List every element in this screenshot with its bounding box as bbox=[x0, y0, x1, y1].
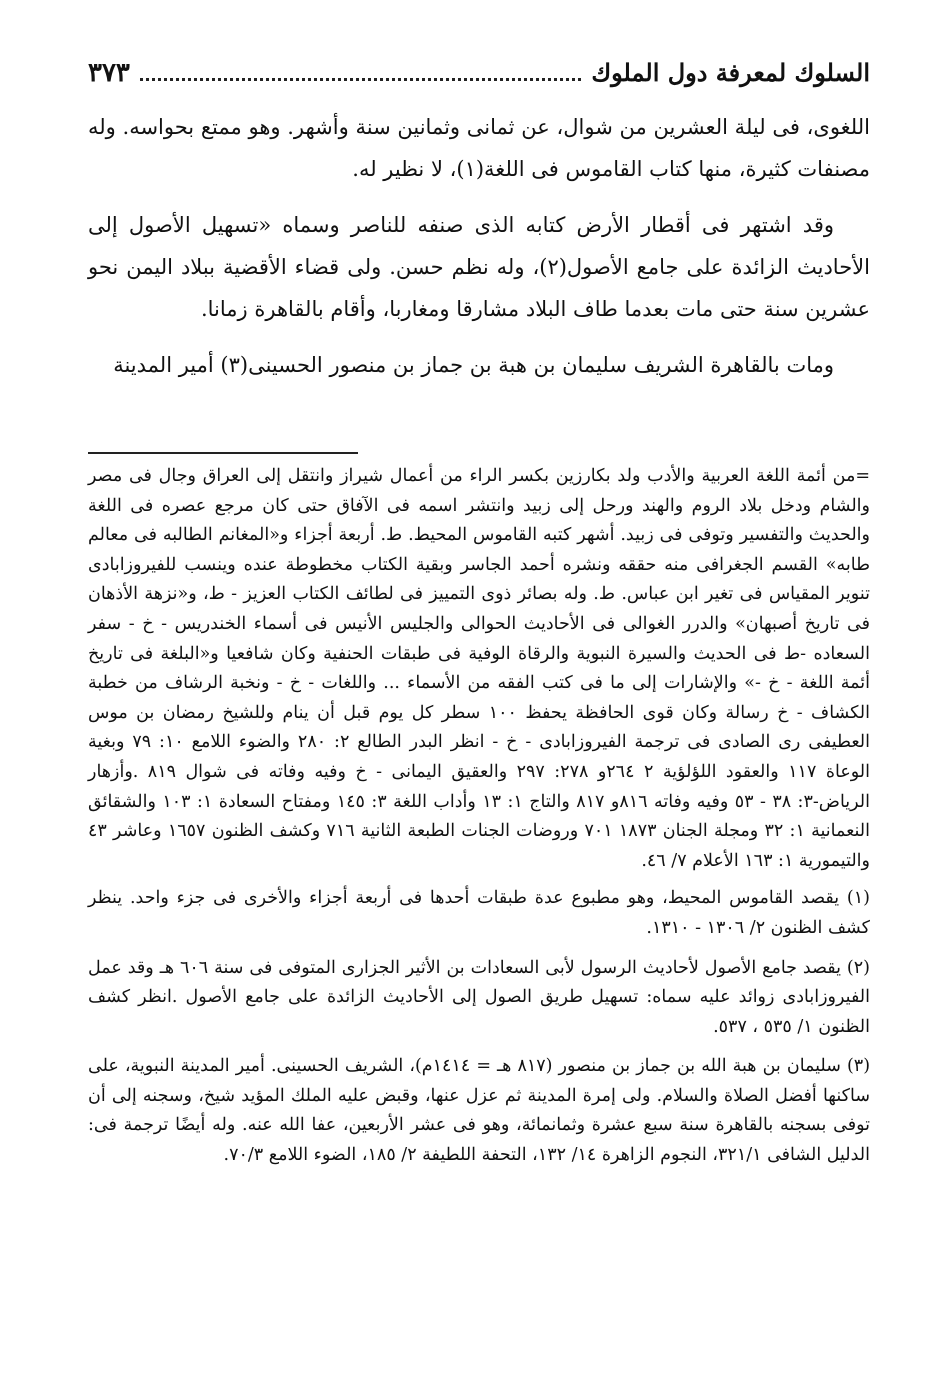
body-paragraph-3: ومات بالقاهرة الشريف سليمان بن هبة بن جماز بن منصور الحسينى(٣) أمير المدينة bbox=[113, 353, 834, 377]
footnote-separator bbox=[88, 452, 358, 454]
page-number: ٣٧٣ bbox=[88, 58, 130, 88]
main-text bbox=[88, 106, 870, 400]
footnote-1: (١) يقصد القاموس المحيط، وهو مطبوع عدة طبقات أحدها فى أربعة أجزاء والأخرى فى جزء واحد. ينظر كشف الظنون ٢/ ١٣٠٦ - ١٣١٠. bbox=[88, 888, 870, 938]
running-title: السلوك لمعرفة دول الملوك bbox=[591, 58, 870, 87]
header-dot-leader bbox=[140, 64, 581, 81]
body-paragraph-2: وقد اشتهر فى أقطار الأرض كتابه الذى صنفه للناصر وسماه «تسهيل الأصول إلى الأحاديث الزائدة على جامع الأصول(٢)، وله نظم حسن. ولى قضاء الأقضية ببلاد اليمن نحو عشرين سنة حتى مات بعدما طاف البلاد مشارقا ومغاربا، وأقام بالقاهرة زمانا. bbox=[88, 213, 870, 321]
footnote-3: (٣) سليمان بن هبة الله بن جماز بن منصور (٨١٧ هـ = ١٤١٤م)، الشريف الحسينى. أمير المدينة النبوية، على ساكنها أفضل الصلاة والسلام. ولى إمرة المدينة ثم عزل عنها، وقبض عليه الملك المؤيد شيخ، وسجنه إلى أن توفى بسجنه بالقاهرة سنة سبع عشرة وثمانمائة، وهو فى عشر الأربعين، عفا الله عنه. وله أيضًا ترجمة فى: الدليل الشافى ٣٢١/١، النجوم الزاهرة ١٤/ ١٣٢، التحفة اللطيفة ٢/ ١٨٥، الضوء اللامع ٧٠/٣. bbox=[88, 1056, 871, 1166]
footnote-continuation: =من أئمة اللغة العربية والأدب ولد بكارزين بكسر الراء من أعمال شيراز وانتقل إلى العراق وجال فى مصر والشام ودخل بلاد الروم والهند ورحل إلى زبيد وانتشر اسمه فى الآفاق حتى كان مرجع عصره فى اللغة والحديث والتفسير وتوفى فى زبيد. أشهر كتبه القاموس المحيط. ط. أربعة أجزاء و«المغانم الطالبه فى معالم طابه» القسم الجغرافى منه حققه ونشره أحمد الجاسر وبقية الكتاب مخطوطة عنده وينسب للفيروزابادى تنوير المقياس فى تغير ابن عباس. ط. وله بصائر ذوى التمييز فى لطائف الكتاب العزيز - ط، و«نزهة الأذهان فى تاريخ أصبهان» والدرر الغوالى فى الأحاديث الحوالى والجليس الأنيس فى أسماء الخندريس - خ - سفر السعاده -ط فى الحديث والسيرة النبوية والرقاة الوفية فى طبقات الحنفية وكان شافعيا و«البلغة فى تاريخ أئمة اللغة - خ -» والإشارات إلى ما فى كتب الفقه من الأسماء ... واللغات - خ - ونخبة الرشاف من خطبة الكشاف - خ رسالة وكان قوى الحافظة يحفظ ١٠٠ سطر كل يوم قبل أن ينام وللشيخ رمضان بن موس العطيفى رى الصادى فى ترجمة الفيروزابادى - خ - انظر البدر الطالع ٢: ٢٨٠ والضوء اللامع ١٠: ٧٩ وبغية الوعاة ١١٧ والعقود اللؤلؤية ٢ ٢٦٤و ٢٧٨: ٢٩٧ والعقيق اليمانى - خ وفيه وفاته فى شوال ٨١٩ .وأزهار الرياض-٣: ٣٨ - ٥٣ وفيه وفاته ٨١٦و ٨١٧ والتاج ١: ١٣ وأداب اللغة ٣: ١٤٥ ومفتاح السعادة ١: ١٠٣ والشقائق النعمانية ١: ٣٢ ومجلة الجنان ١٨٧٣ ٧٠١ وروضات الجنات الطبعة الثانية ٧١٦ وكشف الظنون ١٦٥٧ وعاشر ٤٣ والتيمورية ١: ١٦٣ الأعلام ٧/ ٤٦. bbox=[88, 466, 871, 871]
footnotes bbox=[88, 462, 870, 1181]
page-header bbox=[88, 58, 870, 98]
footnote-2: (٢) يقصد جامع الأصول لأحاديث الرسول لأبى السعادات بن الأثير الجزارى المتوفى فى سنة ٦٠٦ هـ وقد عمل الفيروزابادى زوائد عليه سماه: تسهيل طريق الصول إلى الأحاديث الزائدة على جامع الأصول .انظر كشف الظنون ١/ ٥٣٥ ، ٥٣٧. bbox=[88, 957, 870, 1037]
body-paragraph-1: اللغوى، فى ليلة العشرين من شوال، عن ثمانى وثمانين سنة وأشهر. وهو ممتع بحواسه. وله مصنفات كثيرة، منها كتاب القاموس فى اللغة(١)، لا نظير له. bbox=[88, 115, 870, 181]
